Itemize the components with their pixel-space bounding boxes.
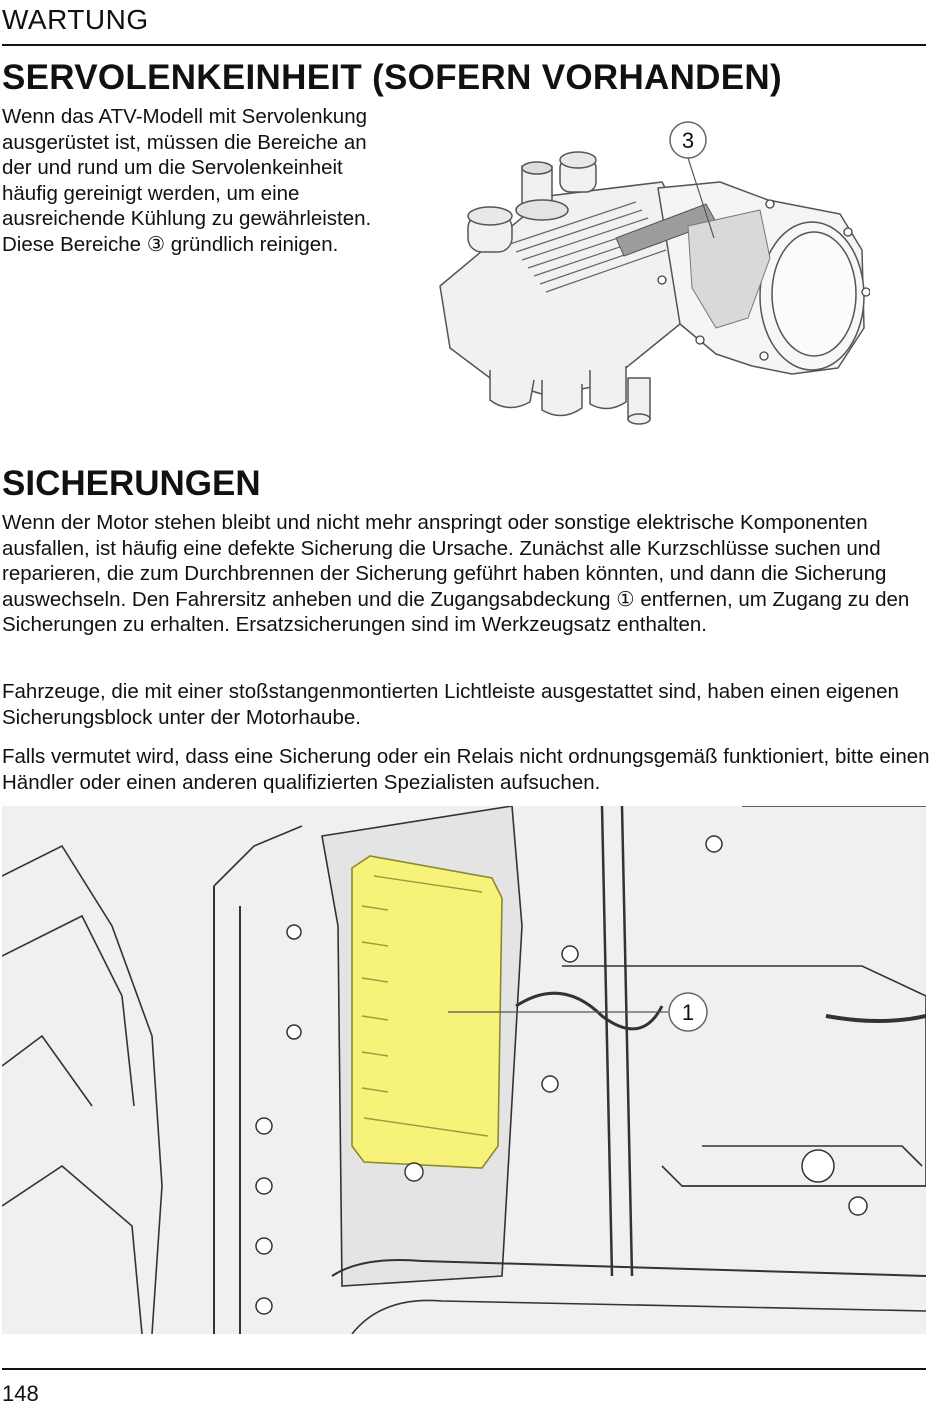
callout-3-label: 3 [681, 128, 695, 153]
fuses-paragraph-3: Falls vermutet wird, dass eine Sicherung oder ein Relais nicht ordnungsgemäß funktioniert, bitte einen Händler oder einen anderen qualifizierten Spezialisten aufsuchen. [2, 745, 930, 794]
page-number: 148 [2, 1381, 39, 1406]
fuses-paragraph-1: Wenn der Motor stehen bleibt und nicht mehr anspringt oder sonstige elektrische Komponenten ausfallen, ist häufig eine defekte Sicherung die Ursache. Zunächst alle Kurzschlüsse suchen und reparieren, die zum Durchbrennen der Sicherung geführt haben könnten, und dann die Sicherung auswechseln. Den Fahrersitz anheben und die Zugangsabdeckung ① entfernen, um Zugang zu den Sicherungen zu erhalten. Ersatzsicherungen sind im Werkzeugsatz enthalten. [2, 511, 910, 637]
fuses-paragraph-2: Fahrzeuge, die mit einer stoßstangenmontierten Lichtleiste ausgestattet sind, haben einen eigenen Sicherungsblock unter der Motorhaube. [2, 680, 899, 729]
fuse-box-illustration [2, 806, 926, 1334]
footer-divider [2, 1368, 926, 1370]
fuses-title: SICHERUNGEN [2, 464, 261, 503]
servo-text: Wenn das ATV-Modell mit Servolenkung ausgerüstet ist, müssen die Bereiche an der und rund um die Servolenkeinheit häufig gereinigt werden, um eine ausreichende Kühlung zu gewährleisten. Diese Bereiche ③ gründlich reinigen. [2, 105, 372, 256]
callout-1-label: 1 [681, 1000, 695, 1025]
section-header: WARTUNG [2, 4, 149, 35]
power-steering-unit-illustration [430, 118, 870, 428]
servo-title: SERVOLENKEINHEIT (SOFERN VORHANDEN) [2, 58, 782, 97]
header-divider [2, 44, 926, 46]
fuse-box-highlight [352, 856, 502, 1181]
